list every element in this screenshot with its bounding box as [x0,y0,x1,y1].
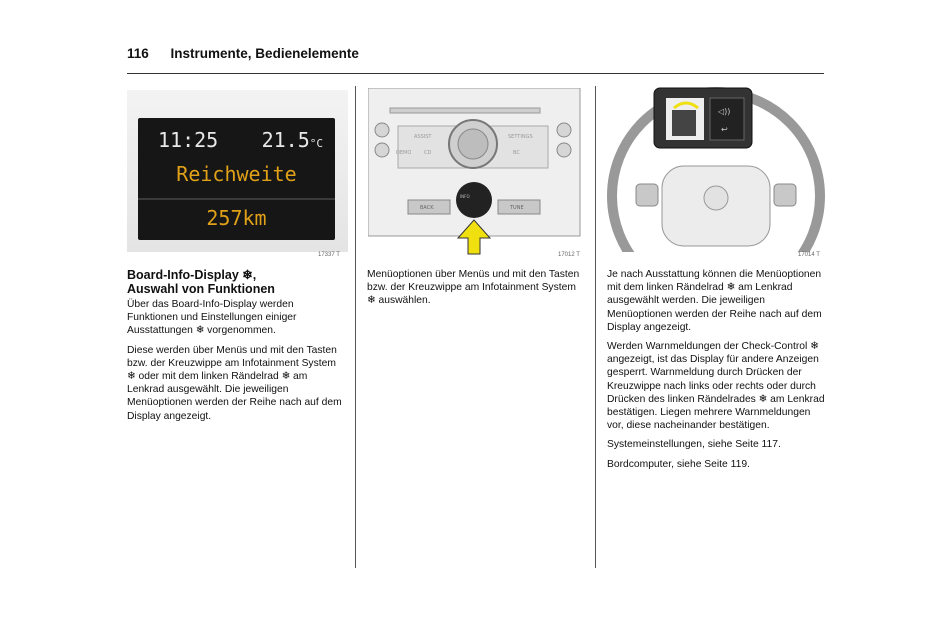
page-number: 116 [127,46,149,61]
figure-caption: 17337 T [318,252,340,258]
svg-text:ASSIST: ASSIST [414,134,432,140]
svg-text:INFO: INFO [460,194,470,199]
svg-text:◁)): ◁)) [718,107,731,116]
page-title: Instrumente, Bedienelemente [170,46,359,61]
lcd-screen [138,118,335,240]
paragraph: Je nach Ausstattung können die Menüoptionen mit dem linken Rändelrad ❄ am Lenkrad ausgewählt werden. Die jeweiligen Menüoptionen werden der Reihe nach auf dem Display angezeigt. [607,269,822,333]
steering-wheel-illustration [606,86,826,252]
column-3-text [607,268,825,477]
figure-caption: 17014 T [798,252,820,258]
paragraph: Werden Warnmeldungen der Check-Control ❄ angezeigt, ist das Display für andere Anzeigen gesperrt. Warnmeldung durch Drücken der Kreuzwippe nach links oder rechts oder durch Drücken des linken Rändelrades ❄ am Lenkrad bestätigen. Liegen mehrere Warnmeldungen vor, diese nacheinander bestätigen. [607,341,825,432]
display-temperature: 21.5°C [261,128,323,152]
figure-caption: 17012 T [558,252,580,258]
svg-text:SETTINGS: SETTINGS [508,134,533,140]
column-2-text [367,268,585,314]
svg-text:CD: CD [424,150,432,156]
svg-text:BC: BC [513,150,520,156]
board-info-display-illustration [127,90,348,252]
panel-button [557,143,571,157]
column-divider [355,86,356,568]
display-value: 257km [206,206,267,230]
section-heading: Board-Info-Display ❄, Auswahl von Funktionen [127,268,275,296]
column-divider [595,86,596,568]
display-label: Reichweite [176,162,297,186]
paragraph: Bordcomputer, siehe Seite 119. [607,458,750,470]
panel-button [375,123,389,137]
page-header [127,46,359,61]
header-rule [127,73,824,74]
paragraph: Menüoptionen über Menüs und mit den Tasten bzw. der Kreuzwippe am Infotainment System ❄ auswählen. [367,269,580,307]
panel-button [557,123,571,137]
paragraph: Systemeinstellungen, siehe Seite 117. [607,439,781,451]
paragraph: Diese werden über Menüs und mit den Tasten bzw. der Kreuzwippe am Infotainment System ❄ oder mit dem linken Rändelrad ❄ am Lenkrad ausgewählt. Die jeweiligen Menüoptionen werden der Reihe nach auf dem Display angezeigt. [127,344,342,422]
column-1-text [127,268,347,429]
svg-text:↩: ↩ [721,125,728,134]
paragraph: Über das Board-Info-Display werden Funktionen und Einstellungen einiger Ausstattungen ❄ vorgenommen. [127,299,297,337]
cross-rocker [456,182,492,218]
svg-text:TUNE: TUNE [510,205,524,211]
infotainment-panel-illustration [368,88,586,266]
panel-button [375,143,389,157]
display-clock: 11:25 [158,128,219,152]
svg-text:BACK: BACK [420,205,434,211]
svg-text:DEMO: DEMO [396,150,412,156]
